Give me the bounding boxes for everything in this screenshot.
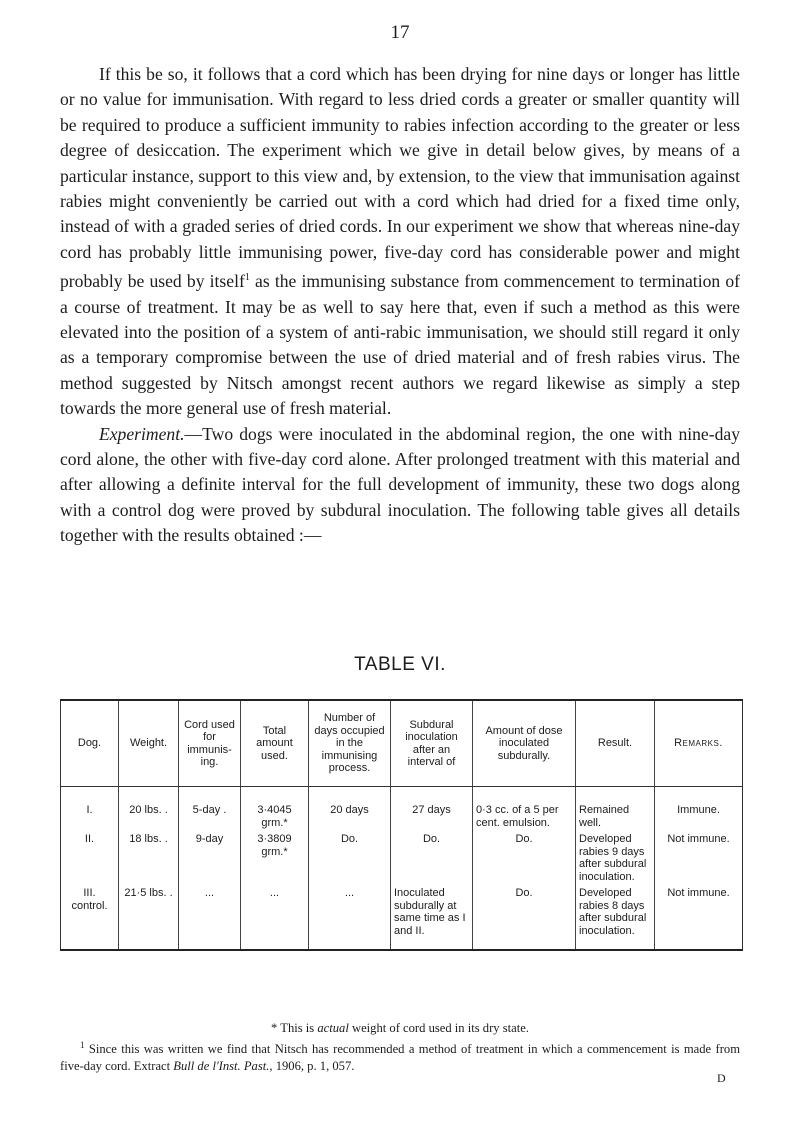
footnote-1-pre: Since this was written we find that Nitsch has recommended a method of treatment in which a commencement is made from five-day cord. Extract [60,1042,740,1074]
header-dog: Dog. [61,700,119,787]
footnote-star-pre: * This is [271,1021,318,1035]
cell-weight: 18 lbs. . [119,831,179,885]
header-days: Number of days occupied in the immunising process. [309,700,391,787]
cell-total: ... [241,885,309,950]
header-remarks: Remarks. [655,700,743,787]
footnote-1-em: Bull de l'Inst. Past. [173,1059,270,1074]
footnote-1 [60,1037,740,1075]
footnote-star-em: actual [317,1021,349,1035]
footnote-1-mark: 1 [80,1040,85,1050]
footnote-1-post: , 1906, p. 1, 057. [269,1059,355,1074]
cell-days: Do. [309,831,391,885]
cell-total: 3·3809 grm.* [241,831,309,885]
header-weight: Weight. [119,700,179,787]
footnote-star-post: weight of cord used in its dry state. [348,1021,529,1035]
cell-total: 3·4045 grm.* [241,787,309,832]
cell-result: Developed rabies 9 days after subdural inoculation. [576,831,655,885]
cell-days: ... [309,885,391,950]
cell-dose: 0·3 cc. of a 5 per cent. emulsion. [473,787,576,832]
cell-result: Remained well. [576,787,655,832]
cell-weight: 20 lbs. . [119,787,179,832]
cell-days: 20 days [309,787,391,832]
paragraph-2-text: —Two dogs were inoculated in the abdominal region, the one with nine-day cord alone, the other with five-day cord alone. After prolonged treatment with this material and after allowing a definite interval for the full development of immunity, these two dogs along with a control dog were proved by subdural inoculation. The following table gives all details together with the results obtained :— [60,423,740,546]
paragraph-1-text: If this be so, it follows that a cord which has been drying for nine days or longer has little or no value for immunisation. With regard to less dried cords a greater or smaller quantity will be required to produce a sufficient immunity to rabies infection according to the greater or less degree of desiccation. The experiment which we give in detail below gives, by means of a particular instance, support to this view and, by extension, to the view that immunisation against rabies might conveniently be carried out with a cord which had dried for a fixed time only, instead of with a graded series of dried cords. In our experiment we show that whereas nine-day cord has probably little immunising power, five-day cord has considerable power and might probably be used by itself [60,64,740,292]
cell-subdural: Inoculated subdurally at same time as I and II. [391,885,473,950]
signature-mark: D [717,1071,726,1085]
cell-result: Developed rabies 8 days after subdural inoculation. [576,885,655,950]
body-text [60,62,740,549]
cell-weight: 21·5 lbs. . [119,885,179,950]
page-number: 17 [390,22,410,43]
footnotes [60,1020,740,1075]
table-header-row [61,700,743,787]
paragraph-2 [60,422,740,549]
cell-remarks: Not immune. [655,831,743,885]
footnote-ref-1: 1 [244,272,250,284]
table-row [61,831,743,885]
cell-dog: III. control. [71,887,108,912]
cell-dose: Do. [473,831,576,885]
cell-subdural: 27 days [391,787,473,832]
cell-remarks: Immune. [655,787,743,832]
paragraph-1 [60,62,740,422]
table-row [61,787,743,832]
experiment-label: Experiment. [99,423,185,444]
cell-dog: I. [86,804,93,816]
header-subdural: Subdural inoculation after an interval of [391,700,473,787]
header-dose: Amount of dose inoculated subdurally. [473,700,576,787]
cell-subdural: Do. [391,831,473,885]
cell-dog: II. [84,833,95,845]
cell-remarks: Not immune. [655,885,743,950]
header-cord: Cord used for immunising. [179,700,241,787]
header-total: Total amount used. [241,700,309,787]
table-title: TABLE VI. [354,654,446,675]
results-table [60,699,743,951]
table-row [61,885,743,950]
header-result: Result. [576,700,655,787]
footnote-star [60,1020,740,1037]
cell-cord: 5-day . [179,787,241,832]
cell-cord: 9-day [179,831,241,885]
cell-cord: ... [179,885,241,950]
paragraph-1-continued: as the immunising substance from commencement to termination of a course of treatment. It may be as well to say here that, even if such a method as this were elevated into the position of a system of anti-rabic immunisation, we should still regard it only as a temporary compromise between the use of dried material and of fresh rabies virus. The method suggested by Nitsch amongst recent authors we regard likewise as simply a step towards the more general use of fresh material. [60,271,740,419]
cell-dose: Do. [473,885,576,950]
